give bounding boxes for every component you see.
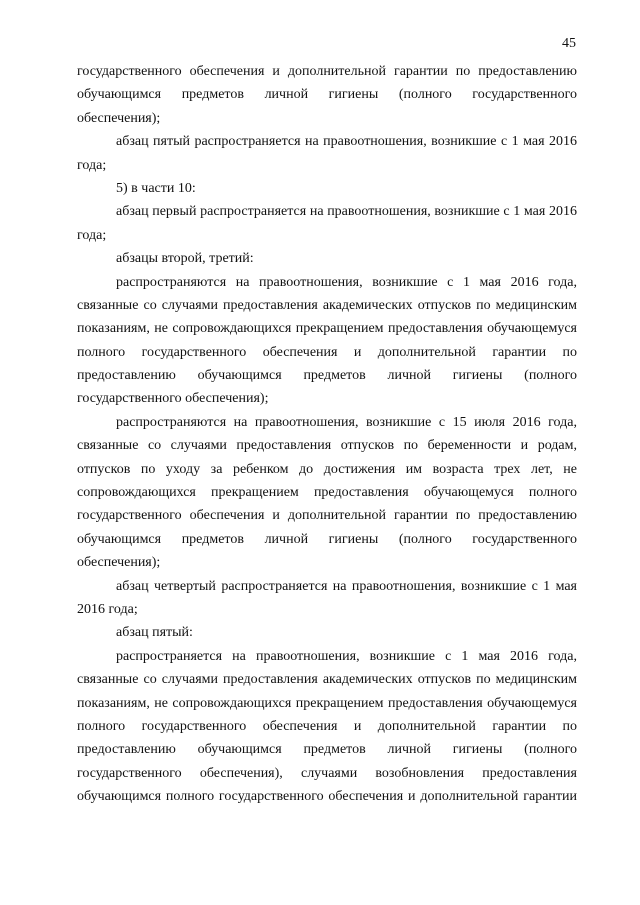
text-line: абзац первый распространяется на правоотношения, возникшие с 1 мая 2016 [116, 204, 577, 220]
text-line: связанные со случаями предоставления академических отпусков по медицинским [77, 672, 577, 688]
text-line: распространяется на правоотношения, возникшие с 1 мая 2016 года, [116, 648, 577, 664]
text-line: полного государственного обеспечения и дополнительной гарантии по [77, 718, 577, 734]
text-line: обучающимся предметов личной гигиены (полного государственного [77, 87, 577, 103]
text-line: полного государственного обеспечения и дополнительной гарантии по [77, 344, 577, 360]
text-line: обучающимся предметов личной гигиены (полного государственного [77, 531, 577, 547]
text-line: государственного обеспечения и дополнительной гарантии по предоставлению [77, 64, 577, 79]
text-line: 5) в части 10: [116, 180, 196, 196]
text-line: абзац четвертый распространяется на правоотношения, возникшие с 1 мая [116, 578, 577, 594]
text-line: распространяются на правоотношения, возникшие с 15 июля 2016 года, [116, 414, 577, 430]
text-line: показаниям, не сопровождающихся прекращением предоставления обучающемуся [77, 321, 577, 337]
text-line: показаниям, не сопровождающихся прекращением предоставления обучающемуся [77, 695, 577, 711]
text-line: государственного обеспечения); [77, 391, 269, 407]
text-line: года; [77, 157, 107, 173]
text-line: 2016 года; [77, 601, 138, 617]
text-line: абзац пятый распространяется на правоотношения, возникшие с 1 мая 2016 [116, 134, 577, 150]
text-line: года; [77, 227, 107, 243]
text-line: обеспечения); [77, 555, 161, 571]
text-line: связанные со случаями предоставления отпусков по беременности и родам, [77, 438, 577, 454]
text-line: государственного обеспечения и дополнительной гарантии по предоставлению [77, 508, 577, 524]
text-line: связанные со случаями предоставления академических отпусков по медицинским [77, 297, 577, 313]
text-line: абзацы второй, третий: [116, 251, 254, 267]
text-line: государственного обеспечения), случаями возобновления предоставления [77, 765, 577, 781]
text-line: обучающимся полного государственного обеспечения и дополнительной гарантии [77, 789, 577, 805]
text-line: абзац пятый: [116, 625, 193, 641]
text-line: сопровождающихся прекращением предоставления обучающемуся полного [77, 485, 577, 501]
text-line: распространяются на правоотношения, возникшие с 1 мая 2016 года, [116, 274, 577, 290]
document-body [77, 60, 577, 809]
text-line: отпусков по уходу за ребенком до достижения им возраста трех лет, не [77, 461, 577, 477]
text-line: предоставлению обучающимся предметов личной гигиены (полного [77, 742, 577, 758]
text-line: предоставлению обучающимся предметов личной гигиены (полного [77, 368, 577, 384]
text-line: обеспечения); [77, 110, 161, 126]
page-number: 45 [562, 36, 576, 51]
